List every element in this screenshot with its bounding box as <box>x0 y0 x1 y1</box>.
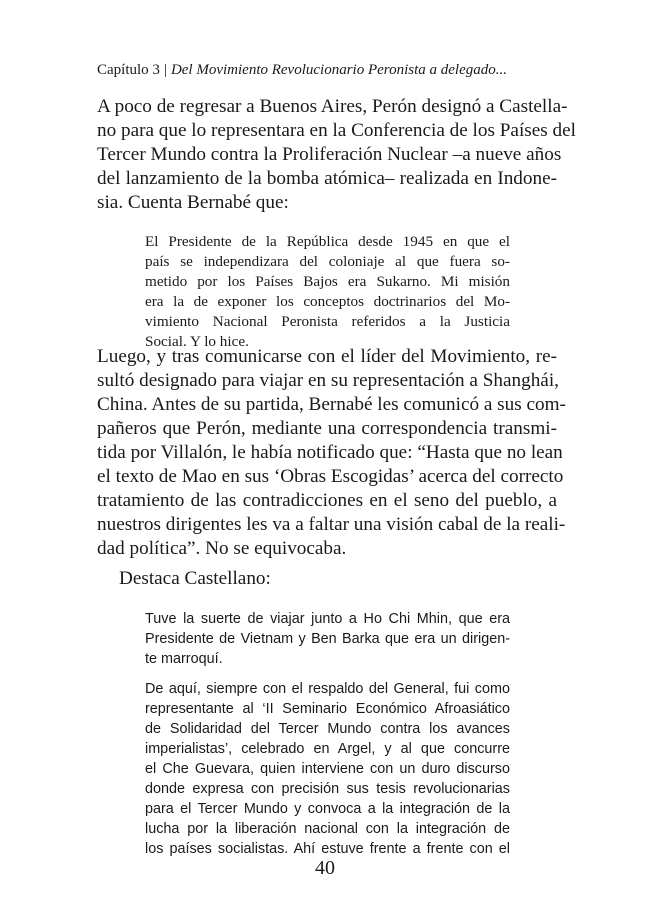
quote-line: Tuve la suerte de viajar junto a Ho Chi Mhin, que era <box>145 611 510 627</box>
paragraph-line: sultó designado para viajar en su representación a Shanghái, <box>97 370 559 391</box>
paragraph-line: el texto de Mao en sus ‘Obras Escogidas’ acerca del correcto <box>97 466 564 487</box>
paragraph-line: Luego, y tras comunicarse con el líder del Movimiento, re- <box>97 346 557 367</box>
paragraph-line: sia. Cuenta Bernabé que: <box>97 192 289 213</box>
running-header <box>97 61 557 79</box>
paragraph-line: Destaca Castellano: <box>119 568 271 589</box>
quote-line: de Solidaridad del Tercer Mundo contra los avances <box>145 721 510 737</box>
quote-line: De aquí, siempre con el respaldo del General, fui como <box>145 681 510 697</box>
header-separator: | <box>163 62 167 78</box>
quote-line: Social. Y lo hice. <box>145 333 249 350</box>
quote-line: representante al ‘II Seminario Económico Afroasiático <box>145 701 510 717</box>
quote-line: país se independizara del coloniaje al que fuera so- <box>145 253 510 270</box>
paragraph-line: del lanzamiento de la bomba atómica– realizada en Indone- <box>97 168 557 189</box>
quote-line: donde expresa con precisión sus tesis revolucionarias <box>145 781 510 797</box>
quote-line: Presidente de Vietnam y Ben Barka que era un dirigen- <box>145 631 510 647</box>
page-number: 40 <box>315 857 335 879</box>
paragraph-line: China. Antes de su partida, Bernabé les comunicó a sus com- <box>97 394 566 415</box>
quote-line: el Che Guevara, quien interviene con un duro discurso <box>145 761 510 777</box>
quote-line: El Presidente de la República desde 1945 en que el <box>145 233 510 250</box>
paragraph-line: Tercer Mundo contra la Proliferación Nuclear –a nueve años <box>97 144 562 165</box>
paragraph-line: dad política”. No se equivocaba. <box>97 538 347 559</box>
quote-line: era la de exponer los conceptos doctrinarios del Mo- <box>145 293 510 310</box>
quote-line: para el Tercer Mundo y convoca a la integración de la <box>145 801 510 817</box>
paragraph-line: no para que lo representara en la Conferencia de los Países del <box>97 120 576 141</box>
paragraph-line: nuestros dirigentes les va a faltar una visión cabal de la reali- <box>97 514 566 535</box>
quote-line: metido por los Países Bajos era Sukarno. Mi misión <box>145 273 510 290</box>
paragraph-line: tida por Villalón, le había notificado que: “Hasta que no lean <box>97 442 563 463</box>
paragraph-line: tratamiento de las contradicciones en el seno del pueblo, a <box>97 490 557 511</box>
quote-line: los países socialistas. Ahí estuve frente a frente con el <box>145 841 510 857</box>
quote-line: te marroquí. <box>145 651 223 667</box>
quote-line: imperialistas’, celebrado en Argel, y al que concurre <box>145 741 510 757</box>
chapter-label: Capítulo 3 <box>97 62 160 78</box>
paragraph-line: A poco de regresar a Buenos Aires, Perón designó a Castella- <box>97 96 568 117</box>
chapter-title: Del Movimiento Revolucionario Peronista a delegado... <box>170 62 507 78</box>
quote-line: lucha por la liberación nacional con la integración de <box>145 821 510 837</box>
paragraph-line: pañeros que Perón, mediante una correspondencia transmi- <box>97 418 557 439</box>
quote-line: vimiento Nacional Peronista referidos a la Justicia <box>145 313 510 330</box>
